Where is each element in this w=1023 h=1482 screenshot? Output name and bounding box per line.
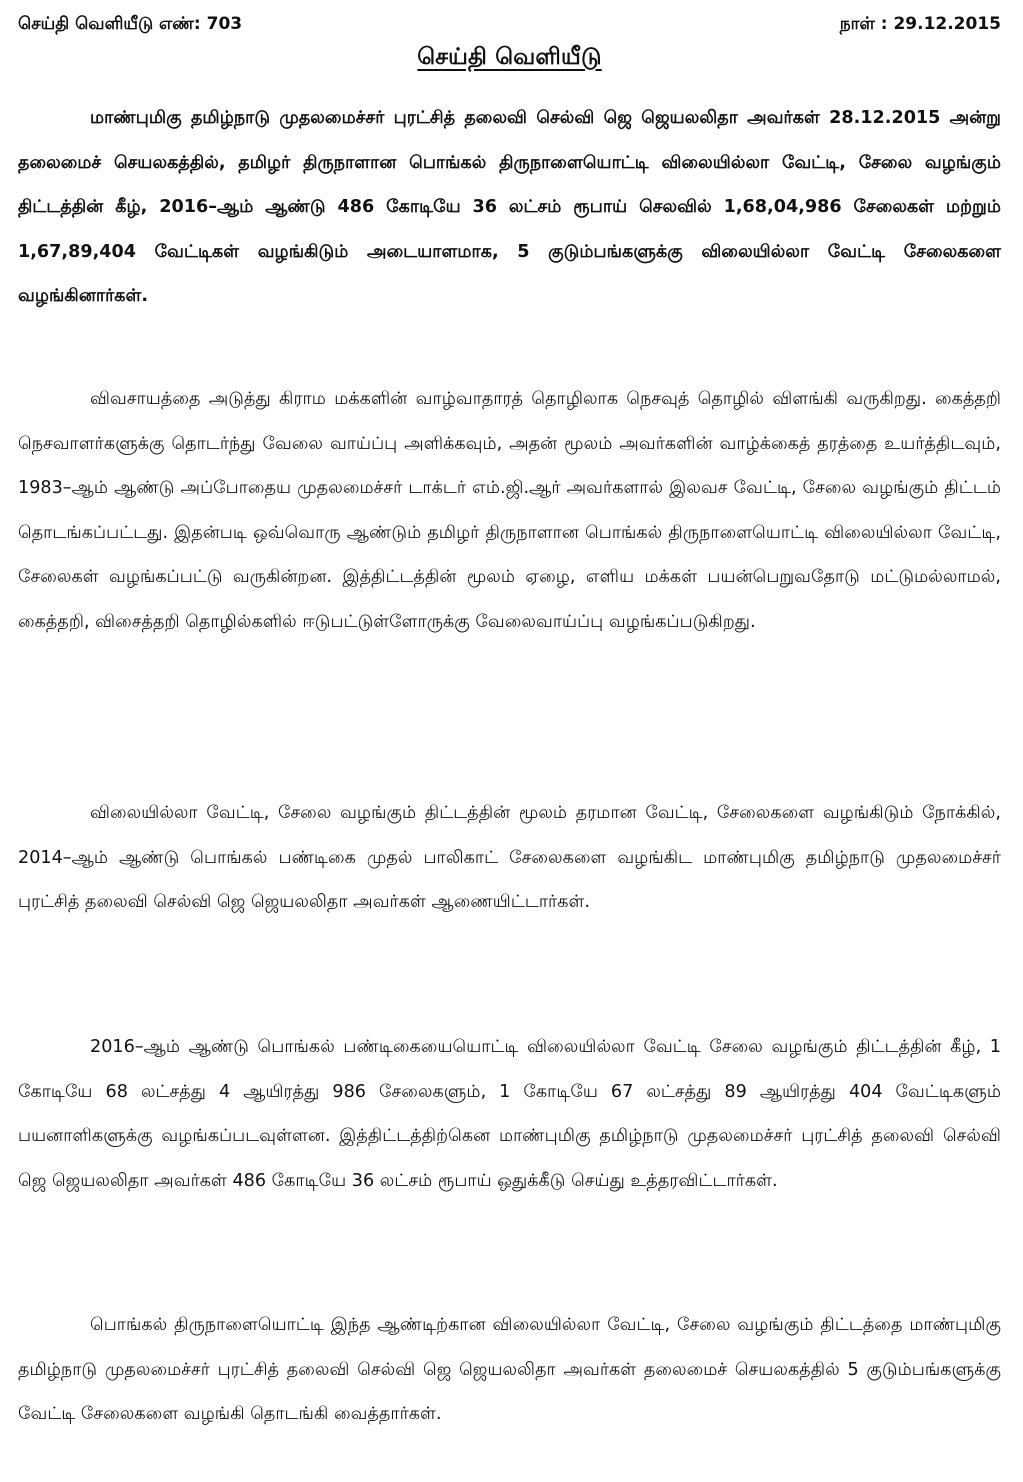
paragraph-3: விலையில்லா வேட்டி, சேலை வழங்கும் திட்டத்தின் மூலம் தரமான வேட்டி, சேலைகளை வழங்கிடும் நோக்கில், 2014–ஆம் ஆண்டு பொங்கல் பண்டிகை முதல் பாலிகாட் சேலைகளை வழங்கிட மாண்புமிகு தமிழ்நாடு முதலமைச்சர் புரட்சித் தலைவி செல்வி ஜெ ஜெயலலிதா அவர்கள் ஆணையிட்டார்கள்.	[18, 803, 1001, 912]
page-title: செய்தி வெளியீடு	[417, 44, 602, 70]
paragraph-1: மாண்புமிகு தமிழ்நாடு முதலமைச்சர் புரட்சித் தலைவி செல்வி ஜெ ஜெயலலிதா அவர்கள் 28.12.2015 அன்று தலைமைச் செயலகத்தில், தமிழர் திருநாளான பொங்கல் திருநாளையொட்டி விலையில்லா வேட்டி, சேலை வழங்கும் திட்டத்தின் கீழ், 2016–ஆம் ஆண்டு 486 கோடியே 36 லட்சம் ரூபாய் செலவில் 1,68,04,986 சேலைகள் மற்றும் 1,67,89,404 வேட்டிகள் வழங்கிடும் அடையாளமாக, 5 குடும்பங்களுக்கு விலையில்லா வேட்டி சேலைகளை வழங்கினார்கள்.	[18, 108, 1001, 306]
paragraph-5: பொங்கல் திருநாளையொட்டி இந்த ஆண்டிற்கான விலையில்லா வேட்டி, சேலை வழங்கும் திட்டத்தை மாண்புமிகு தமிழ்நாடு முதலமைச்சர் புரட்சித் தலைவி செல்வி ஜெ ஜெயலலிதா அவர்கள் தலைமைச் செயலகத்தில் 5 குடும்பங்களுக்கு வேட்டி சேலைகளை வழங்கி தொடங்கி வைத்தார்கள்.	[18, 1315, 1001, 1424]
release-number: செய்தி வெளியீடு எண்: 703	[18, 14, 243, 34]
header	[18, 10, 1001, 38]
release-date: நாள் : 29.12.2015	[839, 14, 1001, 34]
paragraph-4: 2016–ஆம் ஆண்டு பொங்கல் பண்டிகையையொட்டி விலையில்லா வேட்டி சேலை வழங்கும் திட்டத்தின் கீழ், 1 கோடியே 68 லட்சத்து 4 ஆயிரத்து 986 சேலைகளும், 1 கோடியே 67 லட்சத்து 89 ஆயிரத்து 404 வேட்டிகளும் பயனாளிகளுக்கு வழங்கப்படவுள்ளன. இத்திட்டத்திற்கென மாண்புமிகு தமிழ்நாடு முதலமைச்சர் புரட்சித் தலைவி செல்வி ஜெ ஜெயலலிதா அவர்கள் 486 கோடியே 36 லட்சம் ரூபாய் ஒதுக்கீடு செய்து உத்தரவிட்டார்கள்.	[18, 1037, 1001, 1191]
paragraph-2: விவசாயத்தை அடுத்து கிராம மக்களின் வாழ்வாதாரத் தொழிலாக நெசவுத் தொழில் விளங்கி வருகிறது. கைத்தறி நெசவாளர்களுக்கு தொடர்ந்து வேலை வாய்ப்பு அளிக்கவும், அதன் மூலம் அவர்களின் வாழ்க்கைத் தரத்தை உயர்த்திடவும், 1983–ஆம் ஆண்டு அப்போதைய முதலமைச்சர் டாக்டர் எம்.ஜி.ஆர் அவர்களால் இலவச வேட்டி, சேலை வழங்கும் திட்டம் தொடங்கப்பட்டது. இதன்படி ஒவ்வொரு ஆண்டும் தமிழர் திருநாளான பொங்கல் திருநாளையொட்டி விலையில்லா வேட்டி, சேலைகள் வழங்கப்பட்டு வருகின்றன. இத்திட்டத்தின் மூலம் ஏழை, எளிய மக்கள் பயன்பெறுவதோடு மட்டுமல்லாமல், கைத்தறி, விசைத்தறி தொழில்களில் ஈடுபட்டுள்ளோருக்கு வேலைவாய்ப்பு வழங்கப்படுகிறது.	[18, 389, 1001, 632]
title-row	[18, 44, 1001, 80]
